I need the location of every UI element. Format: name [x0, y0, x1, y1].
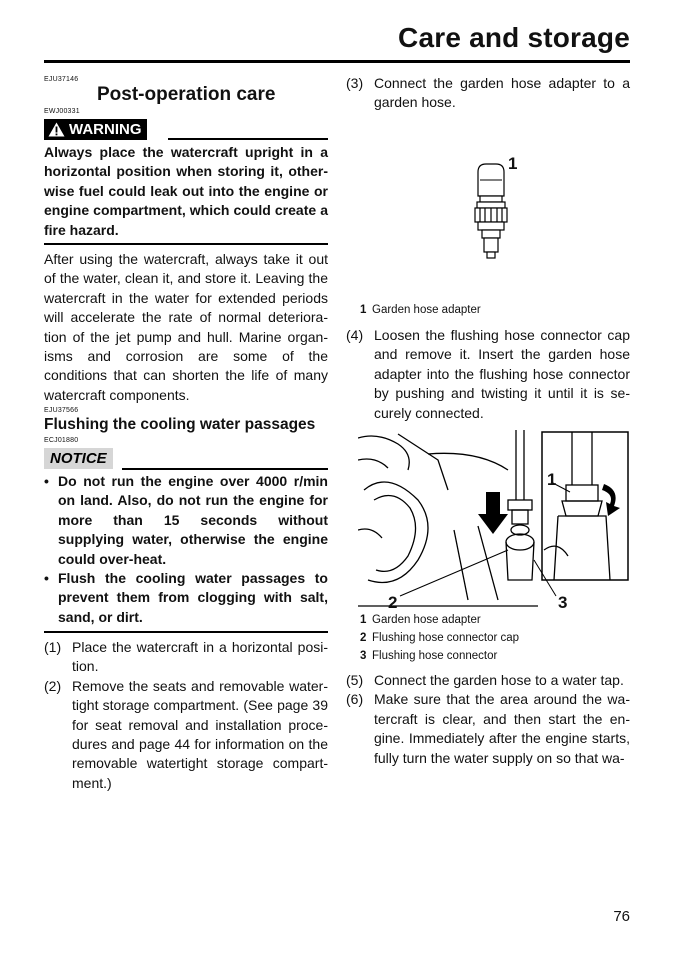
- step-item: [346, 671, 630, 690]
- subsection-title: Flushing the cooling water passages: [44, 416, 316, 433]
- step-number: (4): [346, 327, 364, 343]
- caption-text: Garden hose adapter: [372, 304, 481, 316]
- notice-bullet: [44, 569, 328, 627]
- caption-number: 3: [360, 650, 367, 662]
- step-item: [346, 74, 630, 113]
- step-item: [346, 690, 630, 768]
- step-item: [346, 326, 630, 423]
- notice-code: ECJ01880: [44, 437, 79, 444]
- step-text: Connect the garden hose adapter to a garden hose.: [374, 75, 630, 111]
- step-text: Make sure that the area around the wa-tercraft is clear, and then start the en-gine. Immediately after the engine starts, fully turn the water supply on so that wa-: [374, 691, 630, 766]
- warning-code: EWJ00331: [44, 108, 80, 115]
- caption-number: 2: [360, 632, 367, 644]
- bullet-dot: •: [44, 570, 49, 587]
- step-number: (5): [346, 672, 364, 688]
- notice-top-rule: [122, 468, 328, 470]
- step-text: Remove the seats and removable water-tight storage compartment. (See page 39 for seat removal and installation proce-dures and page 44 for information on the removable watertight storage compart-ment.): [72, 677, 328, 791]
- page-number: 76: [613, 908, 630, 925]
- notice-bottom-rule: [44, 631, 328, 633]
- notice-bullet-text: Do not run the engine over 4000 r/min on land. Also, do not run the engine for more than 15 seconds without supplying water, otherwise the engine could over-heat.: [58, 473, 328, 567]
- fig2-callout-3: 3: [558, 593, 568, 612]
- warning-text: Always place the watercraft upright in a horizontal position when storing it, other-wise fuel could leak out into the engine or engine compartment, which could create a fire hazard.: [44, 144, 328, 238]
- step-text: Loosen the flushing hose connector cap and remove it. Insert the garden hose adapter into the flushing hose connector by pushing and twisting it until it is se-curely connected.: [374, 327, 630, 421]
- warning-top-rule: [168, 138, 328, 140]
- section-title: Post-operation care: [97, 84, 276, 105]
- fig2-caption: [360, 629, 519, 647]
- section-code: EJU37146: [44, 76, 79, 83]
- notice-badge: NOTICE: [44, 448, 113, 469]
- warning-bottom-rule: [44, 243, 328, 245]
- fig2-caption: [360, 647, 519, 665]
- bullet-dot: •: [44, 473, 49, 489]
- subsection-code: EJU37566: [44, 407, 79, 414]
- intro-paragraph: After using the watercraft, always take it out of the water, clean it, and store it. Leaving the watercraft in the water for extended periods will accelerate the rate of normal deteriora-tion of the jet pump and hull. Marine organ-isms and corrosion are some of the conditions that can shorten the life of many watercraft components.: [44, 251, 328, 403]
- step-item: [44, 638, 328, 677]
- step-item: [44, 677, 328, 793]
- step-number: (1): [44, 639, 62, 655]
- step-text: Connect the garden hose to a water tap.: [374, 672, 624, 688]
- warning-label: WARNING: [69, 121, 142, 138]
- page-header-title: Care and storage: [398, 22, 630, 53]
- caption-text: Garden hose adapter: [372, 614, 481, 626]
- fig2-callout-1: 1: [547, 470, 557, 489]
- fig1-callout: 1: [508, 154, 518, 173]
- fig1-caption: [360, 301, 481, 319]
- flushing-connector-illustration: [358, 430, 630, 610]
- fig2-callout-2: 2: [388, 593, 398, 612]
- caption-text: Flushing hose connector cap: [372, 632, 520, 644]
- step-number: (6): [346, 691, 364, 708]
- fig2-caption-list: [360, 611, 519, 665]
- header-rule: [44, 60, 630, 63]
- steps-list-right: [346, 671, 630, 768]
- notice-bullet: [44, 472, 328, 569]
- caption-number: 1: [360, 304, 367, 316]
- caption-number: 1: [360, 614, 367, 626]
- step-number: (3): [346, 75, 364, 91]
- step-number: (2): [44, 677, 62, 694]
- notice-bullet-text: Flush the cooling water passages to prevent them from clogging with salt, sand, or dirt.: [58, 570, 328, 625]
- steps-list-left: [44, 638, 328, 793]
- warning-triangle-icon: [48, 122, 65, 137]
- caption-text: Flushing hose connector: [372, 650, 498, 662]
- step-text: Place the watercraft in a horizontal posi-tion.: [72, 639, 328, 675]
- fig2-caption: [360, 611, 519, 629]
- warning-badge: [44, 119, 147, 140]
- notice-bullet-list: [44, 472, 328, 627]
